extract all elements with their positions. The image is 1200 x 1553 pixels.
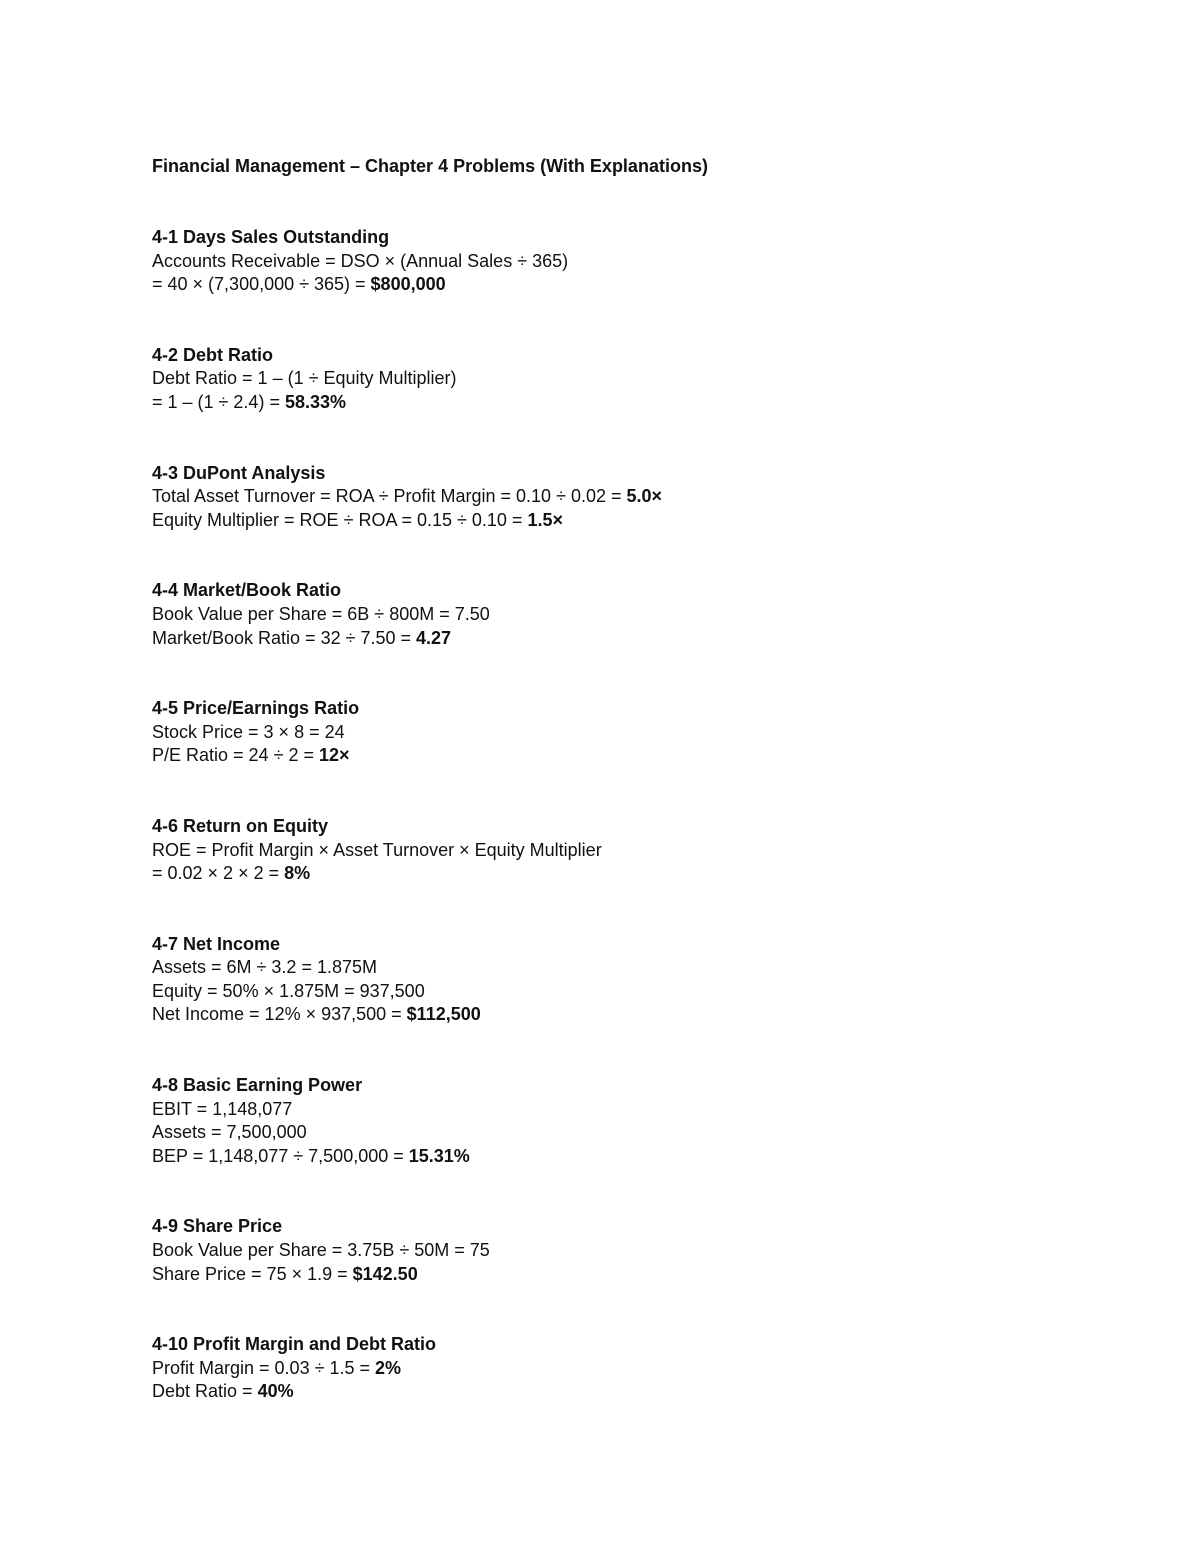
problem-heading: 4-4 Market/Book Ratio bbox=[152, 580, 342, 601]
calculation-line bbox=[152, 1003, 1132, 1027]
calculation-result: $112,500 bbox=[406, 1004, 481, 1025]
document-page bbox=[152, 154, 1132, 1451]
problem-section bbox=[152, 697, 1132, 768]
calculation-text: Total Asset Turnover = ROA ÷ Profit Margin = 0.10 ÷ 0.02 = bbox=[152, 486, 627, 507]
calculation-text: Market/Book Ratio = 32 ÷ 7.50 = bbox=[152, 627, 417, 648]
calculation-text: Accounts Receivable = DSO × (Annual Sales ÷ 365) bbox=[152, 250, 569, 271]
calculation-line bbox=[152, 839, 1132, 863]
calculation-text: Book Value per Share = 6B ÷ 800M = 7.50 bbox=[152, 603, 490, 624]
calculation-text: Book Value per Share = 3.75B ÷ 50M = 75 bbox=[152, 1240, 490, 1261]
calculation-line bbox=[152, 391, 1132, 415]
calculation-line bbox=[152, 1357, 1132, 1381]
calculation-text: Debt Ratio = 1 – (1 ÷ Equity Multiplier) bbox=[152, 368, 457, 389]
calculation-text: Equity Multiplier = ROE ÷ ROA = 0.15 ÷ 0.10 = bbox=[152, 509, 528, 530]
calculation-line bbox=[152, 1380, 1132, 1404]
calculation-text: Debt Ratio = bbox=[152, 1381, 258, 1402]
calculation-result: $800,000 bbox=[370, 274, 446, 295]
problem-section bbox=[152, 344, 1132, 415]
problem-heading: 4-6 Return on Equity bbox=[152, 815, 329, 836]
problem-section bbox=[152, 1074, 1132, 1168]
problem-section bbox=[152, 1215, 1132, 1286]
calculation-line bbox=[152, 509, 1132, 533]
calculation-line bbox=[152, 1263, 1132, 1287]
calculation-line bbox=[152, 956, 1132, 980]
calculation-line bbox=[152, 980, 1132, 1004]
calculation-result: $142.50 bbox=[352, 1263, 418, 1284]
calculation-text: ROE = Profit Margin × Asset Turnover × Equity Multiplier bbox=[152, 839, 602, 860]
problem-heading: 4-5 Price/Earnings Ratio bbox=[152, 698, 360, 719]
calculation-text: Assets = 6M ÷ 3.2 = 1.875M bbox=[152, 957, 377, 978]
calculation-result: 2% bbox=[375, 1357, 402, 1378]
calculation-text: BEP = 1,148,077 ÷ 7,500,000 = bbox=[152, 1145, 409, 1166]
problem-heading: 4-8 Basic Earning Power bbox=[152, 1075, 363, 1096]
problem-heading: 4-7 Net Income bbox=[152, 933, 281, 954]
calculation-line bbox=[152, 485, 1132, 509]
problem-list bbox=[152, 226, 1132, 1404]
problem-heading: 4-9 Share Price bbox=[152, 1216, 283, 1237]
calculation-result: 15.31% bbox=[408, 1145, 470, 1166]
calculation-text: P/E Ratio = 24 ÷ 2 = bbox=[152, 745, 319, 766]
calculation-line bbox=[152, 603, 1132, 627]
calculation-result: 12× bbox=[318, 745, 350, 766]
calculation-text: Stock Price = 3 × 8 = 24 bbox=[152, 721, 345, 742]
calculation-line bbox=[152, 273, 1132, 297]
calculation-line bbox=[152, 862, 1132, 886]
calculation-line bbox=[152, 367, 1132, 391]
calculation-line bbox=[152, 1121, 1132, 1145]
problem-section bbox=[152, 933, 1132, 1027]
calculation-text: Profit Margin = 0.03 ÷ 1.5 = bbox=[152, 1357, 375, 1378]
calculation-line bbox=[152, 721, 1132, 745]
document-title: Financial Management – Chapter 4 Problems (With Explanations) bbox=[152, 156, 708, 176]
calculation-text: = 1 – (1 ÷ 2.4) = bbox=[152, 391, 285, 412]
calculation-result: 40% bbox=[257, 1381, 294, 1402]
calculation-line bbox=[152, 250, 1132, 274]
calculation-text: Share Price = 75 × 1.9 = bbox=[152, 1263, 353, 1284]
problem-section bbox=[152, 462, 1132, 533]
calculation-text: = 0.02 × 2 × 2 = bbox=[152, 863, 285, 884]
problem-heading: 4-3 DuPont Analysis bbox=[152, 462, 326, 483]
calculation-line bbox=[152, 744, 1132, 768]
problem-section bbox=[152, 1333, 1132, 1404]
problem-section bbox=[152, 226, 1132, 297]
calculation-line bbox=[152, 1098, 1132, 1122]
calculation-line bbox=[152, 627, 1132, 651]
calculation-result: 1.5× bbox=[527, 509, 563, 530]
calculation-text: Assets = 7,500,000 bbox=[152, 1122, 307, 1143]
calculation-result: 8% bbox=[284, 863, 311, 884]
problem-section bbox=[152, 579, 1132, 650]
calculation-result: 58.33% bbox=[284, 391, 347, 412]
calculation-line bbox=[152, 1239, 1132, 1263]
calculation-text: Net Income = 12% × 937,500 = bbox=[152, 1004, 407, 1025]
calculation-text: = 40 × (7,300,000 ÷ 365) = bbox=[152, 274, 371, 295]
problem-heading: 4-2 Debt Ratio bbox=[152, 344, 274, 365]
problem-heading: 4-10 Profit Margin and Debt Ratio bbox=[152, 1334, 437, 1355]
problem-heading: 4-1 Days Sales Outstanding bbox=[152, 227, 390, 247]
calculation-text: Equity = 50% × 1.875M = 937,500 bbox=[152, 980, 425, 1001]
calculation-result: 5.0× bbox=[626, 486, 663, 507]
problem-section bbox=[152, 815, 1132, 886]
calculation-result: 4.27 bbox=[416, 627, 452, 648]
calculation-line bbox=[152, 1145, 1132, 1169]
calculation-text: EBIT = 1,148,077 bbox=[152, 1098, 293, 1119]
